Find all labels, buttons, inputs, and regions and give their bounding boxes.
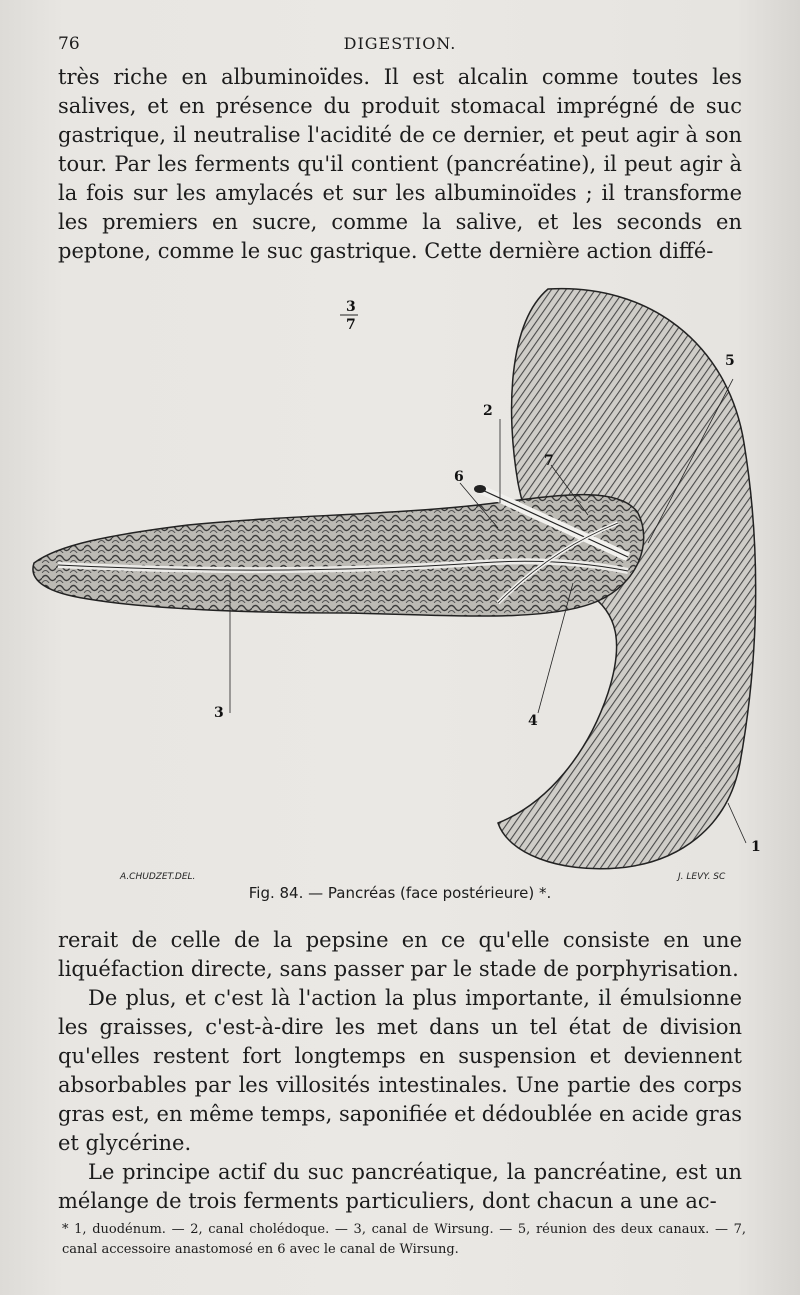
running-title: DIGESTION.	[343, 34, 457, 53]
page-header	[0, 30, 800, 58]
illustrator-signature: A.CHUDZET.DEL.	[120, 872, 196, 882]
paragraph: Le principe actif du suc pancréatique, la pancréatine, est un mélange de trois ferments particuliers, dont chacun a une ac-	[58, 1160, 742, 1213]
label-4: 4	[528, 713, 538, 729]
label-3-top: 3	[346, 299, 356, 315]
paragraph: rerait de celle de la pepsine en ce qu'elle consiste en une liquéfaction directe, sans passer par le stade de porphyrisation.	[58, 928, 742, 981]
page-number: 76	[58, 34, 80, 54]
label-1: 1	[751, 839, 761, 855]
intro-text	[58, 63, 742, 266]
label-7: 7	[544, 453, 554, 469]
figure-caption: Fig. 84. — Pancréas (face postérieure) *.	[248, 884, 552, 902]
pancreas-body	[33, 495, 644, 616]
label-2: 2	[483, 403, 493, 419]
body-text	[58, 926, 742, 1216]
footnote: * 1, duodénum. — 2, canal cholédoque. — 3, canal de Wirsung. — 5, réunion des deux canaux. — 7, canal accessoire anastomosé en 6 avec le canal de Wirsung.	[62, 1222, 746, 1257]
paragraph: De plus, et c'est là l'action la plus importante, il émulsionne les graisses, c'est-à-dire les met dans un tel état de division qu'elles restent fort longtemps en suspension et deviennent absorbables par les villosités intestinales. Une partie des corps gras est, en même temps, saponifiée et dédoublée en acide gras et glycérine.	[58, 986, 742, 1155]
label-5: 5	[725, 353, 735, 369]
label-7-top: 7	[346, 317, 356, 333]
engraver-signature: J. LEVY. SC	[678, 872, 726, 882]
paragraph: très riche en albuminoïdes. Il est alcalin comme toutes les salives, et en présence du produit stomacal imprégné de suc gastrique, il neutralise l'acidité de ce dernier, et peut agir à son tour. Par les ferments qu'il contient (pancréatine), il peut agir à la fois sur les amylacés et sur les albuminoïdes ; il transforme les premiers en sucre, comme la salive, et les seconds en peptone, comme le suc gastrique. Cette dernière action diffé-	[58, 65, 742, 263]
pancreas-figure	[28, 283, 772, 883]
label-6: 6	[454, 469, 464, 485]
label-3: 3	[214, 705, 224, 721]
